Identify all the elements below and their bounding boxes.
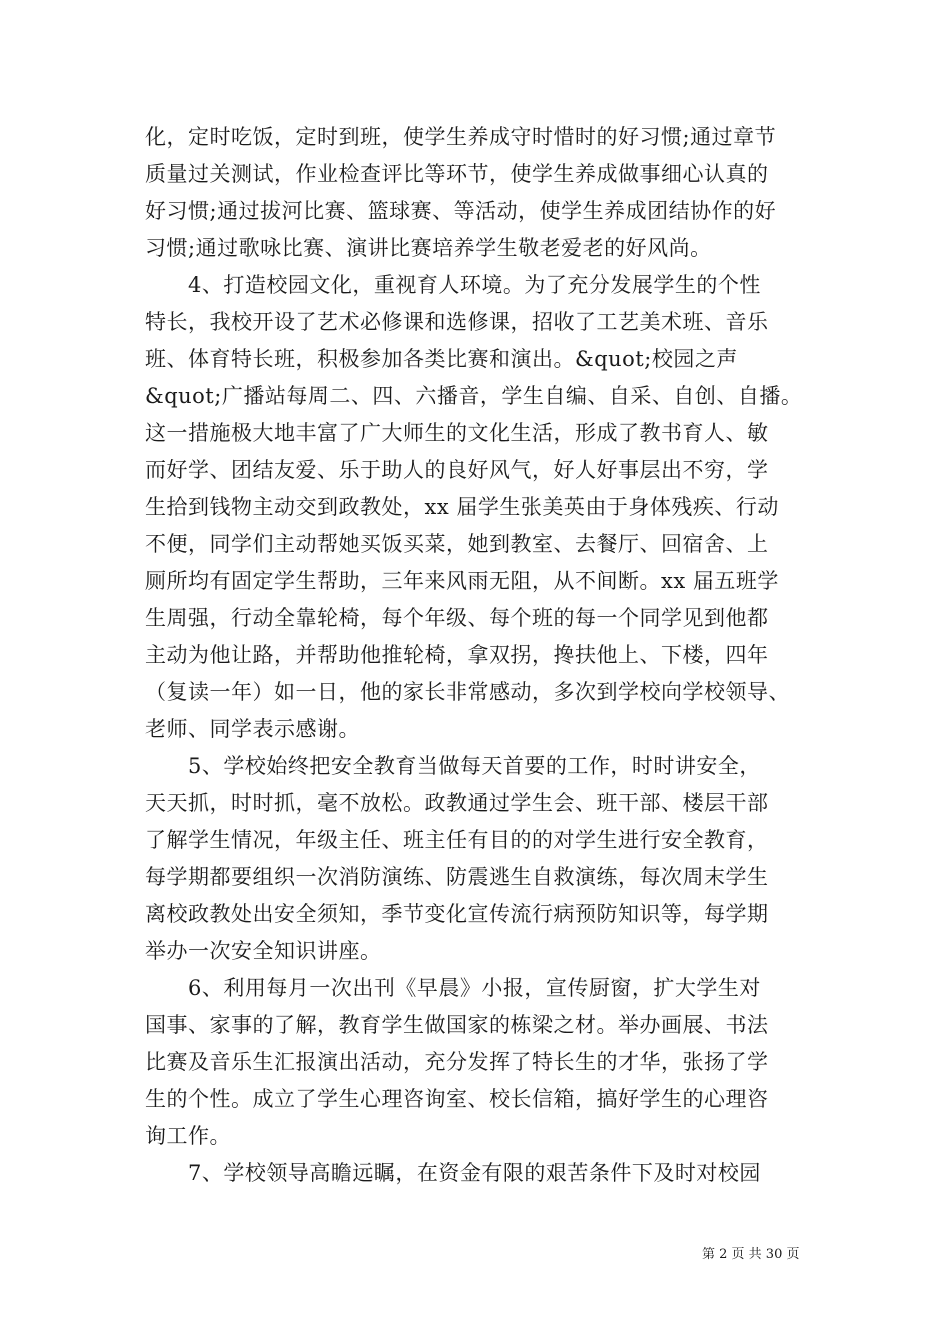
text-line: 生周强，行动全靠轮椅，每个年级、每个班的每一个同学见到他都 [145, 606, 769, 630]
text-line: 离校政教处出安全须知，季节变化宣传流行病预防知识等，每学期 [145, 902, 769, 926]
paragraph-5-first-line: 5、学校始终把安全教育当做每天首要的工作，时时讲安全， [188, 754, 761, 778]
text-line: （复读一年）如一日，他的家长非常感动，多次到学校向学校领导、 [145, 680, 790, 704]
page-number: 第 2 页 共 30 页 [702, 1247, 800, 1262]
text-line: 比赛及音乐生汇报演出活动，充分发挥了特长生的才华，张扬了学 [145, 1050, 769, 1074]
paragraph-4-first-line: 4、打造校园文化，重视育人环境。为了充分发展学生的个性 [188, 273, 761, 297]
text-line: 生的个性。成立了学生心理咨询室、校长信箱，搞好学生的心理咨 [145, 1087, 769, 1111]
text-line: &quot;广播站每周二、四、六播音，学生自编、自采、自创、自播。 [145, 384, 803, 408]
text-line: 不便，同学们主动帮她买饭买菜，她到教室、去餐厅、回宿舍、上 [145, 532, 769, 556]
text-line: 习惯;通过歌咏比赛、演讲比赛培养学生敬老爱老的好风尚。 [145, 236, 712, 260]
text-line: 询工作。 [145, 1124, 231, 1148]
text-line: 这一措施极大地丰富了广大师生的文化生活，形成了教书育人、敏 [145, 421, 769, 445]
text-line: 厕所均有固定学生帮助，三年来风雨无阻，从不间断。xx 届五班学 [145, 569, 779, 593]
paragraph-6-first-line: 6、利用每月一次出刊《早晨》小报，宣传厨窗，扩大学生对 [188, 976, 761, 1000]
paragraph-7-first-line: 7、学校领导高瞻远瞩，在资金有限的艰苦条件下及时对校园 [188, 1161, 761, 1185]
text-line: 主动为他让路，并帮助他推轮椅，拿双拐，搀扶他上、下楼，四年 [145, 643, 769, 667]
text-line: 天天抓，时时抓，毫不放松。政教通过学生会、班干部、楼层干部 [145, 791, 769, 815]
text-line: 老师、同学表示感谢。 [145, 717, 360, 741]
text-line: 了解学生情况，年级主任、班主任有目的的对学生进行安全教育， [145, 828, 769, 852]
text-line: 质量过关测试，作业检查评比等环节，使学生养成做事细心认真的 [145, 162, 769, 186]
text-line: 举办一次安全知识讲座。 [145, 939, 382, 963]
text-line: 国事、家事的了解，教育学生做国家的栋梁之材。举办画展、书法 [145, 1013, 769, 1037]
text-line: 生拾到钱物主动交到政教处，xx 届学生张美英由于身体残疾、行动 [145, 495, 779, 519]
text-line: 而好学、团结友爱、乐于助人的良好风气，好人好事层出不穷，学 [145, 458, 769, 482]
text-line: 特长，我校开设了艺术必修课和选修课，招收了工艺美术班、音乐 [145, 310, 769, 334]
text-line: 每学期都要组织一次消防演练、防震逃生自救演练，每次周末学生 [145, 865, 769, 889]
text-line: 班、体育特长班，积极参加各类比赛和演出。&quot;校园之声 [145, 347, 738, 371]
text-line: 好习惯;通过拔河比赛、篮球赛、等活动，使学生养成团结协作的好 [145, 199, 777, 223]
text-line: 化，定时吃饭，定时到班，使学生养成守时惜时的好习惯;通过章节 [145, 125, 777, 149]
